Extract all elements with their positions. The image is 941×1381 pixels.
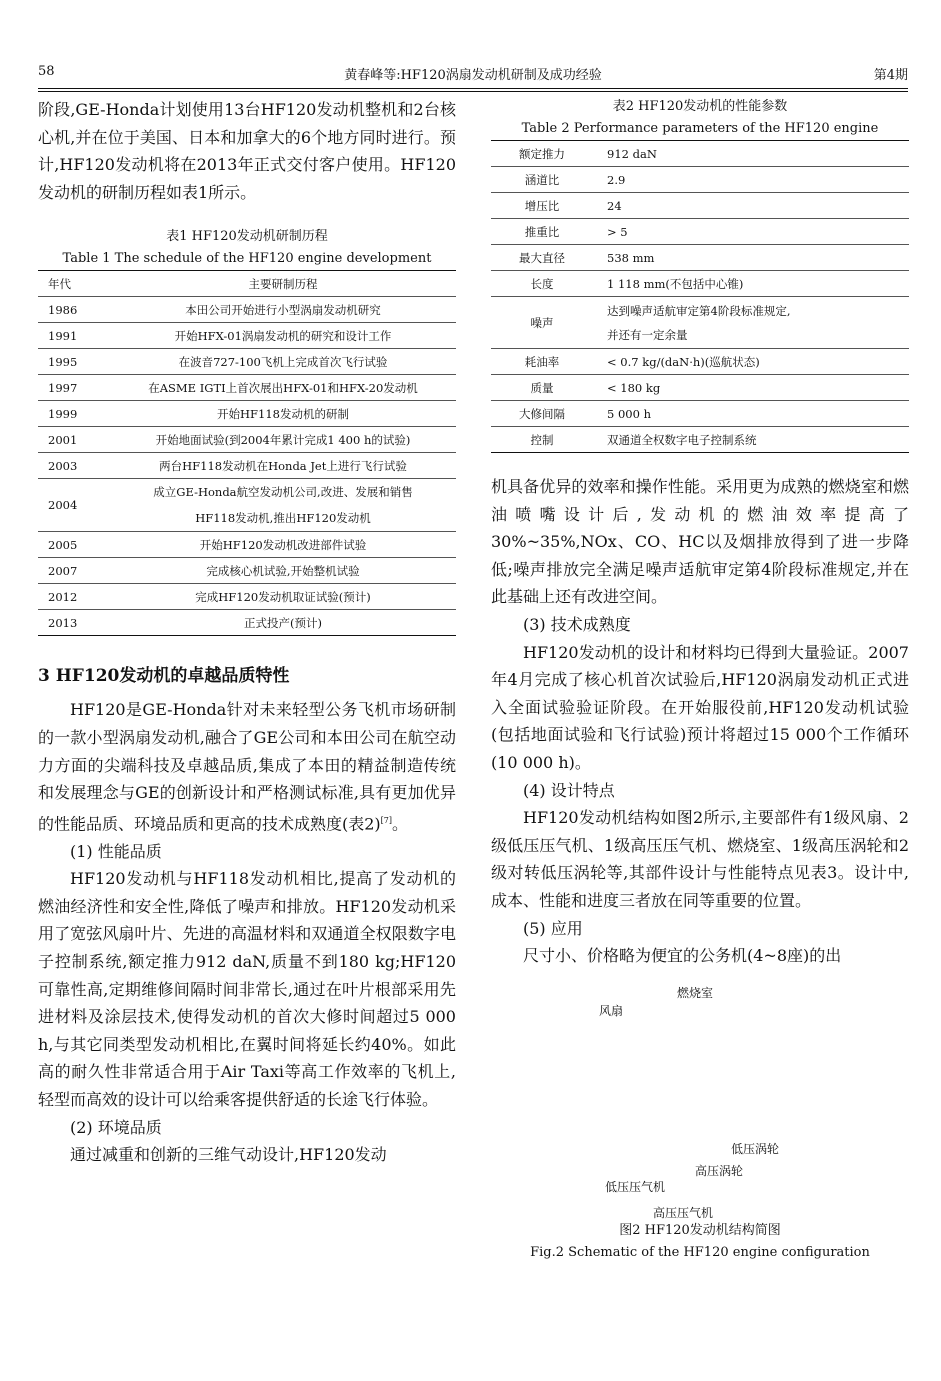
section-text-end: 。 xyxy=(392,814,409,834)
page-number: 58 xyxy=(38,64,55,79)
event-cell: 开始HF118发动机的研制 xyxy=(110,401,456,427)
header-event: 主要研制历程 xyxy=(110,271,456,297)
table1-schedule xyxy=(38,270,456,636)
section-paragraph xyxy=(38,696,456,837)
param-name: 额定推力 xyxy=(491,141,593,167)
param-value: < 180 kg xyxy=(593,375,909,401)
param-name: 大修间隔 xyxy=(491,401,593,427)
param-name: 噪声 xyxy=(491,297,593,349)
engine-schematic-figure xyxy=(491,970,909,1220)
year-cell: 1999 xyxy=(38,401,110,427)
maturity-paragraph: HF120发动机的设计和材料均已得到大量验证。2007年4月完成了核心机首次试验后,HF120涡扇发动机正式进入全面试验验证阶段。在开始服役前,HF120发动机试验(包括地面试验和飞行试验)预计将超过15 000个工作循环(10 000 h)。 xyxy=(491,642,909,772)
event-cell xyxy=(110,479,456,532)
event-cell: 在波音727-100飞机上完成首次飞行试验 xyxy=(110,349,456,375)
issue-number: 第4期 xyxy=(873,68,908,83)
event-cell: 开始HF120发动机改进部件试验 xyxy=(110,532,456,558)
table-row xyxy=(491,401,909,427)
table-row xyxy=(38,297,456,323)
param-value: 538 mm xyxy=(593,245,909,271)
left-column xyxy=(38,96,456,1169)
param-name: 质量 xyxy=(491,375,593,401)
year-cell: 2012 xyxy=(38,584,110,610)
year-cell: 1995 xyxy=(38,349,110,375)
application-paragraph: 尺寸小、价格略为便宜的公务机(4~8座)的出 xyxy=(523,946,842,966)
table-row xyxy=(38,427,456,453)
table-row xyxy=(38,323,456,349)
table-row xyxy=(38,610,456,636)
event-cell: 本田公司开始进行小型涡扇发动机研究 xyxy=(110,297,456,323)
year-cell: 1986 xyxy=(38,297,110,323)
label-lp-turbine: 低压涡轮 xyxy=(731,1141,780,1156)
event-line-1: 成立GE-Honda航空发动机公司,改进、发展和销售 xyxy=(153,485,413,500)
subheading-design: (4) 设计特点 xyxy=(523,780,615,800)
table-row xyxy=(491,349,909,375)
param-value: 24 xyxy=(593,193,909,219)
section-text: HF120是GE-Honda针对未来轻型公务飞机市场研制的一款小型涡扇发动机,融合了GE公司和本田公司在航空动力方面的尖端科技及卓越品质,集成了本田的精益制造传统和发展理念与GE的创新设计和严格测试标准,具有更加优异的性能品质、环境品质和更高的技术成熟度(表2) xyxy=(38,700,456,834)
param-value xyxy=(593,297,909,349)
section-title: 3 HF120发动机的卓越品质特性 xyxy=(38,666,290,687)
table-row xyxy=(38,453,456,479)
citation-ref: [7] xyxy=(380,815,393,825)
table-row xyxy=(491,271,909,297)
param-value: 双通道全权数字电子控制系统 xyxy=(593,427,909,453)
label-hp-compressor: 高压压气机 xyxy=(653,1205,714,1220)
year-cell: 2007 xyxy=(38,558,110,584)
year-cell: 2003 xyxy=(38,453,110,479)
param-name: 最大直径 xyxy=(491,245,593,271)
running-header xyxy=(38,64,908,86)
table-header-row xyxy=(38,271,456,297)
figure-caption-en: Fig.2 Schematic of the HF120 engine configuration xyxy=(530,1244,870,1260)
figure-caption-cn: 图2 HF120发动机结构简图 xyxy=(619,1222,781,1238)
table1-caption-en: Table 1 The schedule of the HF120 engine development xyxy=(62,251,432,267)
param-value: 1 118 mm(不包括中心锥) xyxy=(593,271,909,297)
label-hp-turbine: 高压涡轮 xyxy=(695,1163,744,1178)
event-cell: 完成HF120发动机取证试验(预计) xyxy=(110,584,456,610)
param-name: 涵道比 xyxy=(491,167,593,193)
table2-caption-en: Table 2 Performance parameters of the HF120 engine xyxy=(521,121,879,136)
param-value: 5 000 h xyxy=(593,401,909,427)
event-cell: 开始HFX-01涡扇发动机的研究和设计工作 xyxy=(110,323,456,349)
table-row xyxy=(38,532,456,558)
table2-caption-cn: 表2 HF120发动机的性能参数 xyxy=(612,99,788,114)
param-value: > 5 xyxy=(593,219,909,245)
value-line-2: 并还有一定余量 xyxy=(607,327,688,342)
table-row xyxy=(491,219,909,245)
table-row xyxy=(38,349,456,375)
intro-paragraph: 阶段,GE-Honda计划使用13台HF120发动机整机和2台核心机,并在位于美国、日本和加拿大的6个地方同时进行。预计,HF120发动机将在2013年正式交付客户使用。HF120发动机的研制历程如表1所示。 xyxy=(38,100,456,202)
label-fan: 风扇 xyxy=(599,1003,624,1018)
year-cell: 2013 xyxy=(38,610,110,636)
param-name: 增压比 xyxy=(491,193,593,219)
label-combustor: 燃烧室 xyxy=(677,985,714,1000)
year-cell: 1997 xyxy=(38,375,110,401)
year-cell: 1991 xyxy=(38,323,110,349)
param-value: < 0.7 kg/(daN·h)(巡航状态) xyxy=(593,349,909,375)
param-name: 推重比 xyxy=(491,219,593,245)
param-value: 912 daN xyxy=(593,141,909,167)
performance-paragraph: HF120发动机与HF118发动机相比,提高了发动机的燃油经济性和安全性,降低了噪声和排放。HF120发动机采用了宽弦风扇叶片、先进的高温材料和双通道全权限数字电子控制系统,额定推力912 daN,质量不到180 kg;HF120可靠性高,定期维修间隔时间非常长,通过在叶片根部采用先进材料及涂层技术,使得发动机的首次大修时间超过5 000 h,与其它同类型发动机相比,在翼时间将延长约40%。如此高的耐久性非常适合用于Air Taxi等高工作效率的飞机上,轻型而高效的设计可以给乘客提供舒适的长途飞行体验。 xyxy=(38,869,456,1110)
design-paragraph: HF120发动机结构如图2所示,主要部件有1级风扇、2级低压压气机、1级高压压气机、燃烧室、1级高压涡轮和2级对转低压涡轮等,其部件设计与性能特点见表3。设计中,成本、性能和进度三者放在同等重要的位置。 xyxy=(491,808,909,910)
header-rule-thick xyxy=(38,88,908,89)
environment-paragraph: 通过减重和创新的三维气动设计,HF120发动 xyxy=(70,1145,387,1165)
event-cell: 两台HF118发动机在Honda Jet上进行飞行试验 xyxy=(110,453,456,479)
right-column xyxy=(491,96,909,1264)
table-row xyxy=(491,167,909,193)
event-cell: 开始地面试验(到2004年累计完成1 400 h的试验) xyxy=(110,427,456,453)
table2-parameters xyxy=(491,140,909,453)
year-cell: 2001 xyxy=(38,427,110,453)
table-row xyxy=(491,297,909,349)
param-name: 控制 xyxy=(491,427,593,453)
table-row xyxy=(38,558,456,584)
table-row xyxy=(491,427,909,453)
table-row xyxy=(38,401,456,427)
event-line-2: HF118发动机,推出HF120发动机 xyxy=(195,511,371,526)
table-row xyxy=(491,375,909,401)
subheading-performance: (1) 性能品质 xyxy=(70,841,162,861)
event-cell: 在ASME IGTI上首次展出HFX-01和HFX-20发动机 xyxy=(110,375,456,401)
label-lp-compressor: 低压压气机 xyxy=(605,1179,666,1194)
subheading-environment: (2) 环境品质 xyxy=(70,1117,162,1137)
subheading-application: (5) 应用 xyxy=(523,918,583,938)
table-row xyxy=(491,193,909,219)
event-cell: 正式投产(预计) xyxy=(110,610,456,636)
table-row xyxy=(38,584,456,610)
param-name: 耗油率 xyxy=(491,349,593,375)
event-cell: 完成核心机试验,开始整机试验 xyxy=(110,558,456,584)
table-row xyxy=(38,479,456,532)
subheading-maturity: (3) 技术成熟度 xyxy=(523,614,631,634)
table1-caption-cn: 表1 HF120发动机研制历程 xyxy=(166,229,328,245)
param-name: 长度 xyxy=(491,271,593,297)
year-cell: 2004 xyxy=(38,479,110,532)
year-cell: 2005 xyxy=(38,532,110,558)
header-rule-thin xyxy=(38,91,908,92)
param-value: 2.9 xyxy=(593,167,909,193)
table-row xyxy=(491,141,909,167)
header-year: 年代 xyxy=(38,271,110,297)
table-row xyxy=(491,245,909,271)
environment-continued: 机具备优异的效率和操作性能。采用更为成熟的燃烧室和燃油喷嘴设计后,发动机的燃油效率提高了30%~35%,NOx、CO、HC以及烟排放得到了进一步降低;噪声排放完全满足噪声适航审定第4阶段标准规定,并在此基础上还有改进空间。 xyxy=(491,477,909,607)
running-title: 黄春峰等:HF120涡扇发动机研制及成功经验 xyxy=(344,68,602,83)
table-row xyxy=(38,375,456,401)
value-line-1: 达到噪声适航审定第4阶段标准规定, xyxy=(607,303,791,318)
